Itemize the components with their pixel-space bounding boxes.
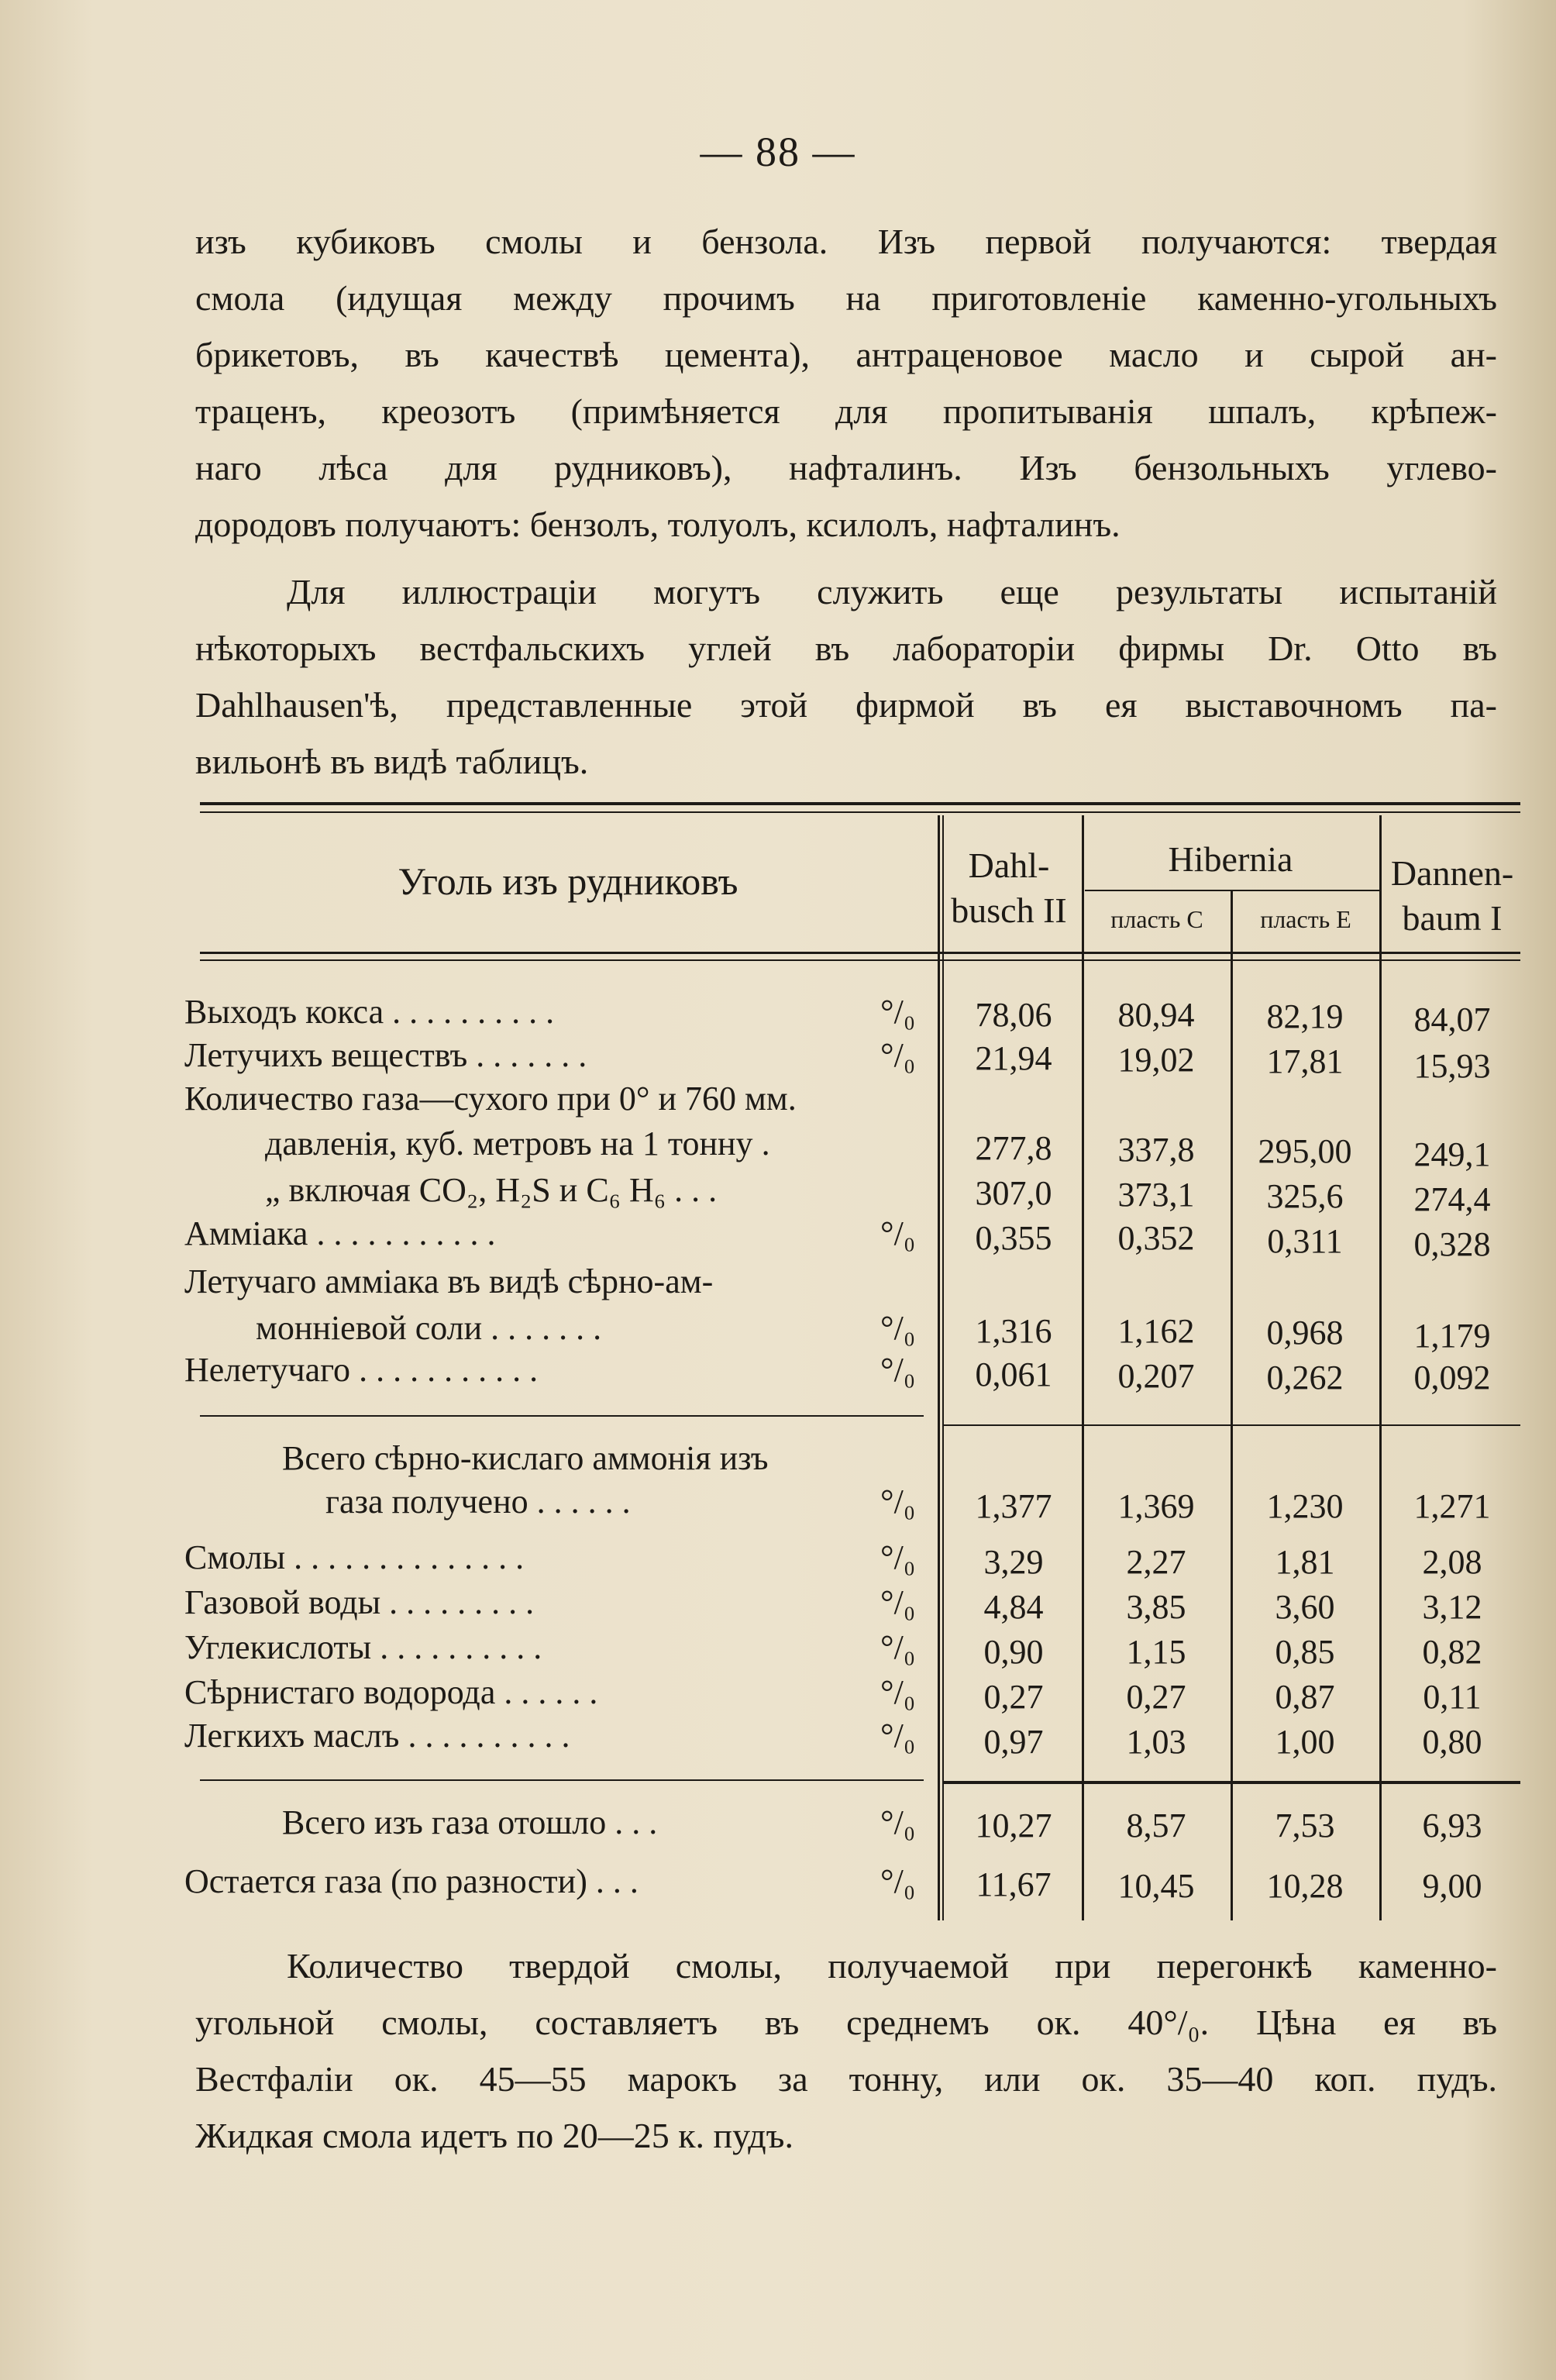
illustration-paragraph: [195, 563, 1497, 790]
text-line: Dahlhausen'ѣ, представленные этой фирмой въ ея выставочномъ па-: [195, 685, 1497, 725]
row-label: [265, 1170, 717, 1210]
value-dannenbaum: 1,271: [1413, 1487, 1491, 1525]
value-dannenbaum: 274,4: [1413, 1180, 1491, 1218]
value-dahlbusch: 0,061: [975, 1355, 1052, 1393]
value-hibernia-c: 1,15: [1126, 1633, 1186, 1671]
value-hibernia-e: 1,81: [1275, 1543, 1335, 1581]
value-dannenbaum: 2,08: [1422, 1543, 1482, 1581]
value-dannenbaum: 0,328: [1413, 1225, 1491, 1263]
value-dannenbaum: 15,93: [1413, 1047, 1491, 1085]
text-line: нѣкоторыхъ вестфальскихъ углей въ лабораторіи фирмы Dr. Otto въ: [195, 629, 1497, 668]
value-dannenbaum: 0,82: [1422, 1633, 1482, 1671]
value-dahlbusch: 0,90: [983, 1633, 1044, 1671]
row-label-text: Газовой воды: [184, 1583, 381, 1621]
row-label: [184, 1035, 587, 1075]
header-row-label: Уголь изъ рудниковъ: [398, 859, 738, 903]
value-dahlbusch: 0,355: [975, 1219, 1052, 1257]
text-line: траценъ, креозотъ (примѣняется для пропитыванія шпалъ, крѣпеж-: [195, 391, 1497, 431]
row-label: Всего сѣрно-кислаго аммонія изъ: [282, 1439, 769, 1477]
value-dahlbusch: 0,97: [983, 1723, 1044, 1761]
column-divider: [1379, 815, 1382, 1920]
value-hibernia-c: 337,8: [1117, 1131, 1195, 1169]
section-divider: [200, 1779, 924, 1781]
row-label: [184, 1538, 524, 1577]
leader-dots: . . . . . . . . . . . . . .: [294, 1538, 525, 1576]
value-hibernia-c: 0,352: [1117, 1219, 1195, 1257]
row-label: [184, 1350, 538, 1390]
row-label-text: газа получено: [325, 1483, 528, 1521]
section-divider: [944, 1781, 1520, 1784]
value-dahlbusch: 11,67: [976, 1865, 1052, 1903]
value-hibernia-e: 295,00: [1258, 1132, 1352, 1170]
text-line: угольной смолы, составляетъ въ среднемъ ок. 40°/₀. Цѣна ея въ: [195, 2003, 1497, 2042]
value-hibernia-e: 0,968: [1266, 1314, 1344, 1352]
value-hibernia-c: 19,02: [1117, 1041, 1195, 1079]
value-dannenbaum: 84,07: [1413, 1001, 1491, 1038]
value-dannenbaum: 3,12: [1422, 1588, 1482, 1626]
text-line: Вестфаліи ок. 45—55 марокъ за тонну, или ок. 35—40 коп. пудъ.: [195, 2059, 1497, 2099]
leader-dots: . . . . . .: [536, 1483, 631, 1521]
row-label: [184, 1214, 495, 1253]
value-hibernia-e: 1,230: [1266, 1487, 1344, 1525]
row-label-text: „ включая CO₂, H₂S и C₆ H₆: [265, 1171, 666, 1209]
unit: °/₀: [880, 1673, 916, 1711]
leader-dots: . . . . . . . . . .: [380, 1628, 542, 1666]
unit: °/₀: [880, 1309, 916, 1347]
row-label-text: Остается газа (по разности): [184, 1862, 587, 1900]
unit: °/₀: [880, 1862, 916, 1900]
unit: °/₀: [880, 1214, 916, 1252]
value-hibernia-e: 82,19: [1266, 997, 1344, 1035]
unit: °/₀: [880, 1628, 916, 1666]
row-label-text: Смолы: [184, 1538, 286, 1576]
text-line: Жидкая смола идетъ по 20—25 к. пудъ.: [195, 2116, 793, 2155]
row-label: [282, 1803, 657, 1842]
row-label: [184, 1583, 534, 1622]
row-label: [184, 1672, 597, 1712]
value-hibernia-c: 8,57: [1126, 1807, 1186, 1844]
row-label: [256, 1308, 601, 1348]
value-dannenbaum: 0,80: [1422, 1723, 1482, 1761]
leader-dots: . . . . . . . . . . .: [316, 1214, 496, 1252]
value-dahlbusch: 307,0: [975, 1174, 1052, 1212]
header-dahlbusch: Dahl-: [968, 846, 1050, 885]
conclusion-paragraph: [195, 1937, 1497, 2164]
leader-dots: . . . . . .: [504, 1673, 598, 1711]
header-dahlbusch: busch II: [951, 890, 1067, 930]
value-hibernia-c: 373,1: [1117, 1176, 1195, 1214]
text-line: смола (идущая между прочимъ на приготовленіе каменно-угольныхъ: [195, 278, 1497, 318]
value-dahlbusch: 3,29: [983, 1543, 1044, 1581]
value-hibernia-e: 0,262: [1266, 1359, 1344, 1397]
leader-dots: . . . . . . . . . .: [392, 993, 555, 1031]
value-hibernia-c: 80,94: [1117, 996, 1195, 1034]
value-dahlbusch: 4,84: [983, 1588, 1044, 1626]
row-label: Летучаго амміака въ видѣ сѣрно-ам-: [184, 1262, 714, 1300]
value-hibernia-e: 0,87: [1275, 1678, 1335, 1716]
value-hibernia-e: 1,00: [1275, 1723, 1335, 1761]
row-label-text: Сѣрнистаго водорода: [184, 1673, 496, 1711]
value-hibernia-e: 17,81: [1266, 1042, 1344, 1080]
value-dannenbaum: 0,11: [1423, 1678, 1482, 1716]
text-line: наго лѣса для рудниковъ), нафталинъ. Изъ бензольныхъ углево-: [195, 448, 1497, 487]
table-top-rule-thin: [200, 811, 1520, 813]
value-hibernia-c: 3,85: [1126, 1588, 1186, 1626]
leader-dots: . . . . . . . . . .: [408, 1717, 570, 1755]
value-dahlbusch: 10,27: [975, 1807, 1052, 1844]
unit: °/₀: [880, 1717, 916, 1755]
value-hibernia-e: 10,28: [1266, 1867, 1344, 1905]
header-dannenbaum: baum I: [1402, 898, 1503, 938]
section-divider: [944, 1424, 1520, 1426]
leader-dots: . . . . . . .: [491, 1309, 602, 1347]
leader-dots: . . .: [595, 1862, 639, 1900]
value-dannenbaum: 249,1: [1413, 1135, 1491, 1173]
row-label-text: Амміака: [184, 1214, 308, 1252]
value-dannenbaum: 9,00: [1422, 1867, 1482, 1905]
value-dahlbusch: 21,94: [975, 1039, 1052, 1077]
leader-dots: . . . . . . . . .: [389, 1583, 535, 1621]
row-label-text: Легкихъ маслъ: [184, 1717, 400, 1755]
row-label: [265, 1124, 770, 1163]
unit: °/₀: [880, 1483, 916, 1521]
value-hibernia-e: 7,53: [1275, 1807, 1335, 1844]
value-hibernia-c: 1,369: [1117, 1487, 1195, 1525]
row-label: Количество газа—сухого при 0° и 760 мм.: [184, 1080, 797, 1118]
row-label-text: Всего изъ газа отошло: [282, 1803, 607, 1841]
value-dahlbusch: 1,377: [975, 1487, 1052, 1525]
value-hibernia-c: 10,45: [1117, 1867, 1195, 1905]
value-hibernia-c: 0,27: [1126, 1678, 1186, 1716]
section-divider: [200, 1415, 924, 1417]
header-hibernia: Hibernia: [1168, 839, 1293, 879]
value-dahlbusch: 78,06: [975, 996, 1052, 1034]
value-hibernia-e: 325,6: [1266, 1177, 1344, 1215]
header-bottom-rule-thin: [200, 959, 1520, 961]
text-line: Количество твердой смолы, получаемой при перегонкѣ каменно-: [287, 1946, 1497, 1986]
row-label-text: Выходъ кокса: [184, 993, 384, 1031]
intro-paragraph: [195, 213, 1497, 553]
value-dannenbaum: 0,092: [1413, 1359, 1491, 1397]
value-hibernia-e: 3,60: [1275, 1588, 1335, 1626]
text-line: Для иллюстраціи могутъ служить еще результаты испытаній: [287, 572, 1497, 611]
row-label-text: Нелетучаго: [184, 1351, 351, 1389]
leader-dots: . . .: [614, 1803, 658, 1841]
leader-dots: . . . . . . .: [476, 1036, 587, 1074]
row-label-text: монніевой соли: [256, 1309, 483, 1347]
page-number: — 88 —: [700, 129, 856, 175]
header-bottom-rule: [200, 952, 1520, 954]
unit: °/₀: [880, 1351, 916, 1389]
unit: °/₀: [880, 1538, 916, 1576]
value-dannenbaum: 6,93: [1422, 1807, 1482, 1844]
row-label: [184, 1627, 542, 1667]
row-label: [325, 1482, 631, 1521]
leader-dots: .: [761, 1125, 770, 1162]
unit: °/₀: [880, 1036, 916, 1074]
value-hibernia-c: 2,27: [1126, 1543, 1186, 1581]
value-hibernia-e: 0,311: [1267, 1222, 1343, 1260]
row-label: [184, 1862, 639, 1901]
value-hibernia-c: 1,03: [1126, 1723, 1186, 1761]
value-dahlbusch: 1,316: [975, 1312, 1052, 1350]
header-hibernia-plast-e: пласть Е: [1260, 905, 1351, 933]
header-dannenbaum: Dannen-: [1390, 853, 1514, 893]
unit: °/₀: [880, 993, 916, 1031]
table-top-rule: [200, 802, 1520, 805]
unit: °/₀: [880, 1583, 916, 1621]
row-label-text: Летучихъ веществъ: [184, 1036, 468, 1074]
text-line: брикетовъ, въ качествѣ цемента), антраценовое масло и сырой ан-: [195, 335, 1497, 374]
row-label-text: Углекислоты: [184, 1628, 372, 1666]
column-divider: [1231, 891, 1233, 1920]
text-line: дородовъ получаютъ: бензолъ, толуолъ, ксилолъ, нафталинъ.: [195, 505, 1121, 544]
text-line: изъ кубиковъ смолы и бензола. Изъ первой получаются: твердая: [195, 222, 1497, 261]
column-divider: [938, 815, 940, 1920]
value-dahlbusch: 277,8: [975, 1129, 1052, 1167]
header-hibernia-plast-c: пласть С: [1110, 905, 1203, 933]
row-label-text: давленія, куб. метровъ на 1 тонну: [265, 1125, 753, 1162]
value-dannenbaum: 1,179: [1413, 1317, 1491, 1355]
row-label: [184, 992, 554, 1032]
text-line: вильонѣ въ видѣ таблицъ.: [195, 742, 589, 781]
value-dahlbusch: 0,27: [983, 1678, 1044, 1716]
unit: °/₀: [880, 1803, 916, 1841]
value-hibernia-c: 0,207: [1117, 1357, 1195, 1395]
row-label: [184, 1716, 570, 1755]
leader-dots: . . . . . . . . . . .: [359, 1351, 539, 1389]
leader-dots: . . .: [674, 1171, 718, 1209]
value-hibernia-c: 1,162: [1117, 1312, 1195, 1350]
value-hibernia-e: 0,85: [1275, 1633, 1335, 1671]
